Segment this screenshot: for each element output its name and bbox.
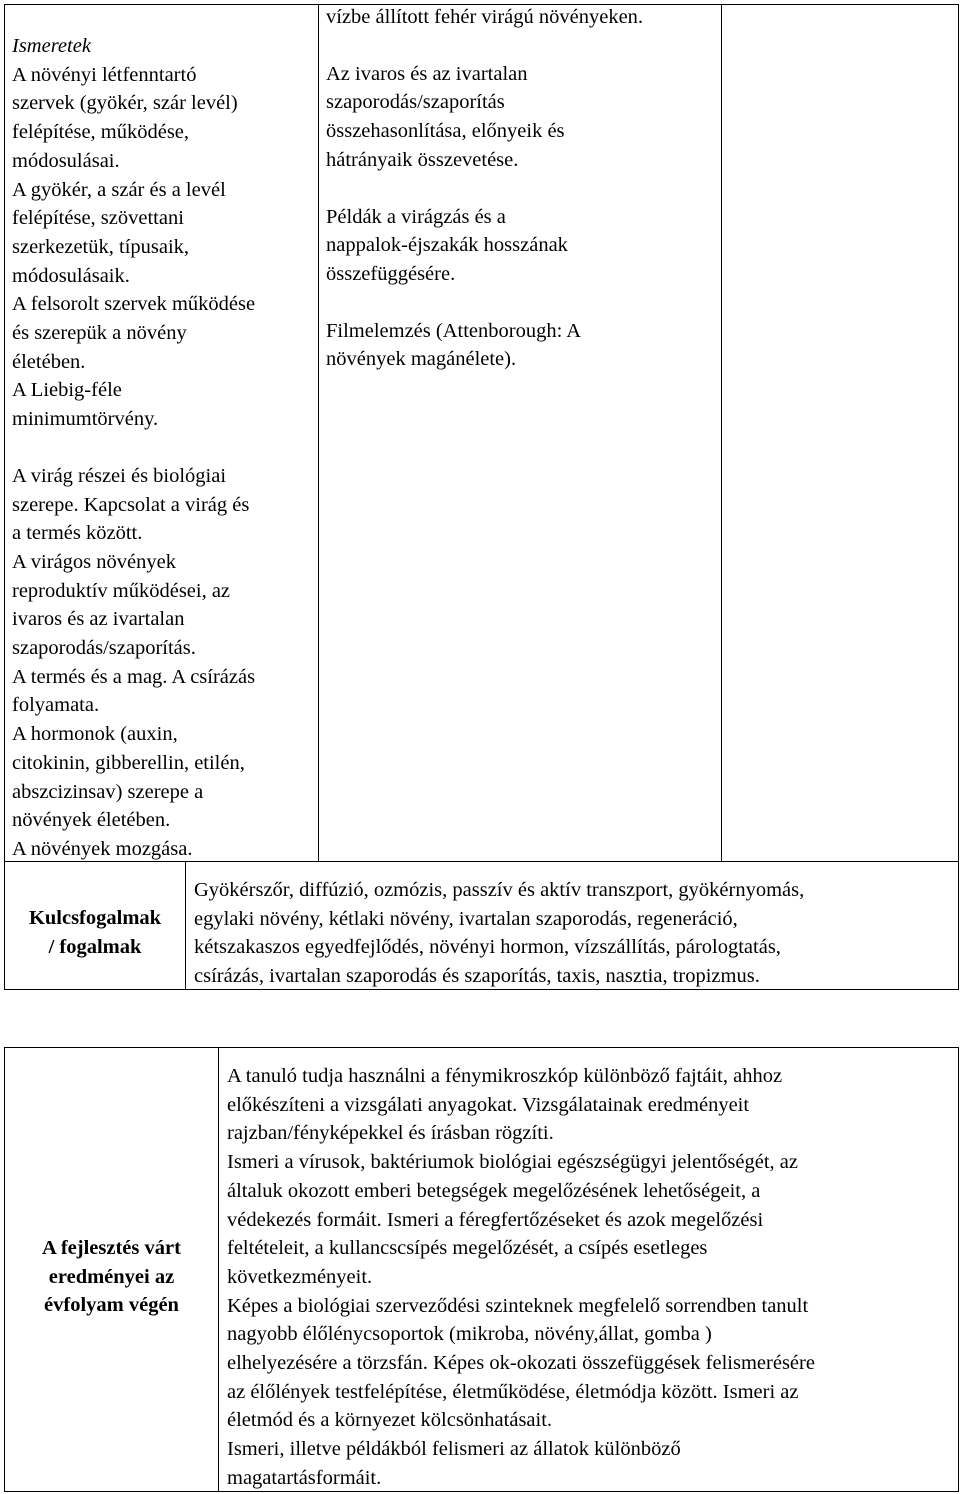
knowledge-line: minimumtörvény. <box>12 408 159 431</box>
table2-border-right <box>958 1047 959 1492</box>
outcomes-line: magatartásformáit. <box>227 1466 382 1489</box>
activity-line: szaporodás/szaporítás <box>326 91 505 114</box>
knowledge-heading: Ismeretek <box>12 35 91 57</box>
activities-cell <box>326 3 718 374</box>
table2-divider <box>218 1047 219 1492</box>
activity-line: növények magánélete). <box>326 348 517 371</box>
table1-border-right <box>958 4 959 990</box>
table2-border-top <box>4 1047 959 1048</box>
table1-border-left <box>4 4 5 990</box>
knowledge-block-vegetative <box>12 61 316 434</box>
knowledge-line: növények életében. <box>12 809 171 832</box>
outcomes-line: védekezés formáit. Ismeri a féregfertőzéseket és azok megelőzési <box>227 1208 764 1231</box>
knowledge-line: módosulásai. <box>12 149 120 172</box>
outcomes-text <box>227 1062 955 1493</box>
knowledge-line: felépítése, működése, <box>12 121 190 144</box>
knowledge-line: szerepe. Kapcsolat a virág és <box>12 493 250 516</box>
knowledge-line: A virágos növények <box>12 550 176 573</box>
keyconcepts-line: csírázás, ivartalan szaporodás és szaporítás, taxis, nasztia, tropizmus. <box>194 965 760 988</box>
knowledge-line: folyamata. <box>12 694 100 717</box>
keyconcepts-divider <box>185 861 186 990</box>
keyconcepts-label-line: Kulcsfogalmak <box>28 907 162 929</box>
knowledge-line: A növényi létfenntartó <box>12 63 197 86</box>
knowledge-line: A termés és a mag. A csírázás <box>12 665 256 688</box>
knowledge-line: szerkezetük, típusaik, <box>12 235 190 258</box>
outcomes-label-line: eredményei az <box>48 1265 175 1288</box>
table1-divider-col1 <box>318 4 319 862</box>
activity-line: hátrányaik összevetése. <box>326 148 519 171</box>
keyconcepts-line: kétszakaszos egyedfejlődés, növényi hormon, vízszállítás, párologtatás, <box>194 936 781 959</box>
outcomes-line: előkészíteni a vizsgálati anyagokat. Vizsgálatainak eredményeit <box>227 1093 750 1116</box>
knowledge-block-reproductive <box>12 462 316 864</box>
activity-paragraph <box>326 203 718 289</box>
knowledge-line: reproduktív működései, az <box>12 579 231 602</box>
keyconcepts-label <box>5 904 185 961</box>
outcomes-line: Képes a biológiai szerveződési szinteknek megfelelő sorrendben tanult <box>227 1294 809 1317</box>
keyconcepts-text <box>194 876 956 991</box>
outcomes-line: elhelyezésére a törzsfán. Képes ok-okozati összefüggések felismerésére <box>227 1352 815 1375</box>
outcomes-line: A tanuló tudja használni a fénymikroszkóp különböző fajtáit, ahhoz <box>227 1065 783 1087</box>
activity-line: összefüggésére. <box>326 262 456 285</box>
knowledge-line: abszcizinsav) szerepe a <box>12 780 204 803</box>
activity-line: vízbe állított fehér virágú növényeken. <box>326 6 644 28</box>
knowledge-line: a termés között. <box>12 522 143 545</box>
knowledge-line: A növények mozgása. <box>12 837 193 860</box>
outcomes-label-line: A fejlesztés várt <box>42 1237 181 1259</box>
knowledge-line: életében. <box>12 350 86 373</box>
knowledge-line: A felsorolt szervek működése <box>12 293 256 316</box>
knowledge-line: A gyökér, a szár és a levél <box>12 178 226 201</box>
outcomes-line: általuk okozott emberi betegségek megelőzésének lehetőségeit, a <box>227 1179 761 1202</box>
activity-paragraph <box>326 3 718 32</box>
outcomes-line: az élőlények testfelépítése, életműködése, életmódja között. Ismeri az <box>227 1380 799 1403</box>
keyconcepts-label-line: / fogalmak <box>48 935 142 958</box>
knowledge-line: és szerepük a növény <box>12 322 187 345</box>
knowledge-line: felépítése, szövettani <box>12 207 184 230</box>
activity-paragraph <box>326 60 718 175</box>
activity-line: Példák a virágzás és a <box>326 205 506 228</box>
activity-paragraph <box>326 317 718 374</box>
activity-line: összehasonlítása, előnyeik és <box>326 120 565 143</box>
outcomes-label <box>5 1234 218 1320</box>
knowledge-line: A virág részei és biológiai <box>12 464 227 487</box>
outcomes-line: Ismeri a vírusok, baktériumok biológiai egészségügyi jelentőségét, az <box>227 1151 798 1174</box>
knowledge-line: ivaros és az ivartalan <box>12 608 185 631</box>
outcomes-line: feltételeit, a kullancscsípés megelőzését, a csípés esetleges <box>227 1237 708 1260</box>
activity-line: Filmelemzés (Attenborough: A <box>326 319 582 342</box>
outcomes-line: következményeit. <box>227 1265 373 1288</box>
outcomes-line: Ismeri, illetve példákból felismeri az állatok különböző <box>227 1438 681 1461</box>
keyconcepts-line: egylaki növény, kétlaki növény, ivartalan szaporodás, regeneráció, <box>194 907 738 930</box>
activity-line: Az ivaros és az ivartalan <box>326 62 528 85</box>
knowledge-line: citokinin, gibberellin, etilén, <box>12 751 245 774</box>
knowledge-cell <box>12 32 316 864</box>
outcomes-line: rajzban/fényképekkel és írásban rögzíti. <box>227 1122 554 1145</box>
knowledge-line: A Liebig-féle <box>12 379 122 402</box>
outcomes-label-line: évfolyam végén <box>44 1294 179 1316</box>
knowledge-line: módosulásaik. <box>12 264 130 287</box>
empty-cell <box>722 5 958 861</box>
activity-line: nappalok-éjszakák hosszának <box>326 234 568 257</box>
keyconcepts-line: Gyökérszőr, diffúzió, ozmózis, passzív és aktív transzport, gyökérnyomás, <box>194 879 805 901</box>
outcomes-line: életmód és a környezet kölcsönhatásait. <box>227 1409 553 1432</box>
knowledge-line: szervek (gyökér, szár levél) <box>12 92 238 115</box>
knowledge-line: szaporodás/szaporítás. <box>12 637 196 660</box>
knowledge-line: A hormonok (auxin, <box>12 723 178 746</box>
outcomes-line: nagyobb élőlénycsoportok (mikroba, növény,állat, gomba ) <box>227 1323 712 1346</box>
